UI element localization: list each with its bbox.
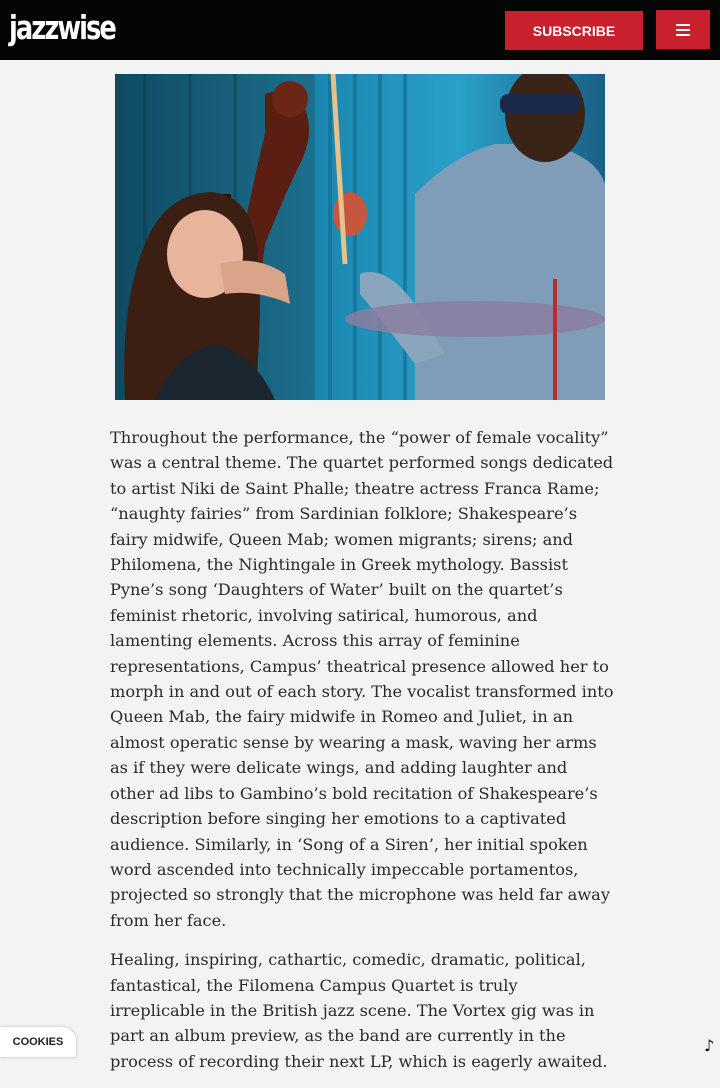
article-paragraph: Throughout the performance, the “power of female vocality” was a central theme. The quartet performed songs dedicated to artist Niki de Saint Phalle; theatre actress Franca Rame; “naughty fairies” from Sardinian folklore; Shakespeare’s fairy midwife, Queen Mab; women migrants; sirens; and Philomena, the Nightingale in Greek mythology. Bassist Pyne’s song ‘Daughters of Water’ built on the quartet’s feminist rhetoric, involving satirical, humorous, and lamenting elements. Across this array of feminine representations, Campus’ theatrical presence allowed her to morph in and out of each story. The vocalist transformed into Queen Mab, the fairy midwife in Romeo and Juliet, in an almost operatic sense by wearing a mask, waving her arms as if they were delicate wings, and adding laughter and other ad libs to Gambino’s bold recitation of Shakespeare’s description before singing her emotions to a captivated audience. Similarly, in ‘Song of a Siren’, her initial spoken word ascended into technically impeccable portamentos, projected so strongly that the microphone was held far away from her face.	[110, 428, 614, 930]
music-note-icon: ♪	[704, 1036, 715, 1055]
hamburger-menu-icon	[676, 24, 690, 36]
site-header	[0, 0, 720, 60]
article-body	[110, 425, 615, 1088]
cookies-button[interactable]: COOKIES	[0, 1027, 76, 1057]
menu-button[interactable]	[656, 10, 710, 49]
article-paragraph: Healing, inspiring, cathartic, comedic, dramatic, political, fantastical, the Filomena Campus Quartet is truly irreplicable in the British jazz scene. The Vortex gig was in part an album preview, as the band are currently in the process of recording their next LP, which is eagerly awaited.	[110, 950, 608, 1071]
site-logo[interactable]: jazzwise	[9, 8, 115, 47]
performers-photo-illustration	[115, 74, 605, 400]
subscribe-button[interactable]: SUBSCRIBE	[505, 11, 643, 50]
article-photo	[115, 74, 605, 400]
